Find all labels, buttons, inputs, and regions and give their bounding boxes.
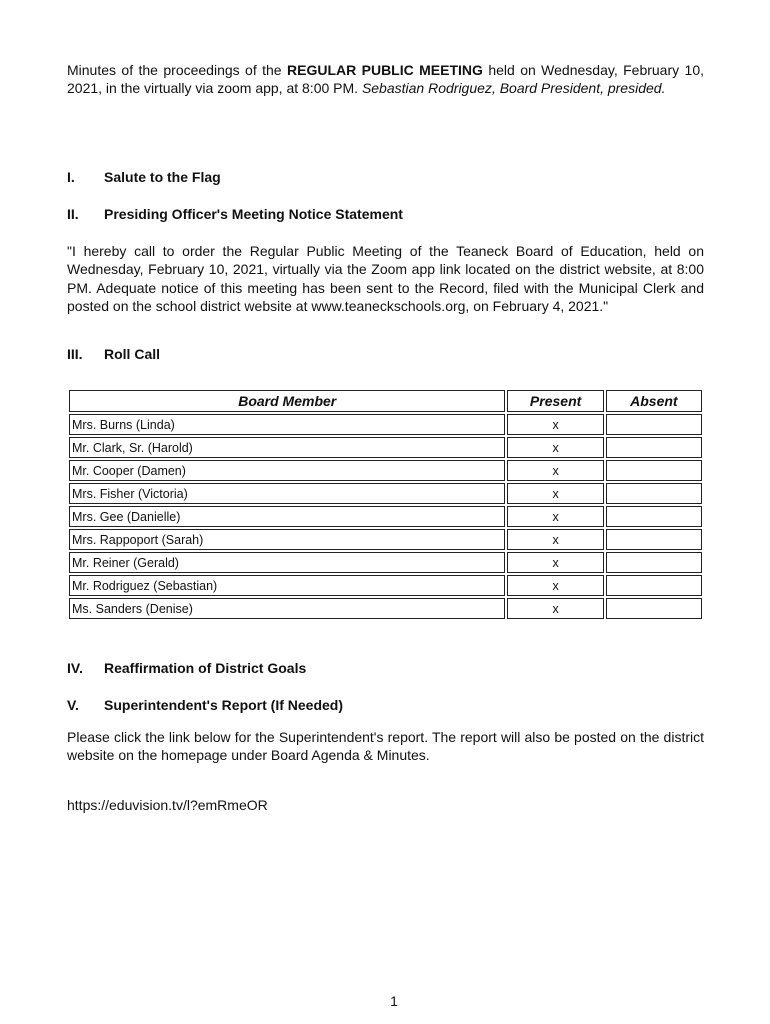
absent-mark (606, 529, 702, 550)
table-row (69, 529, 702, 550)
section-title: Roll Call (104, 346, 161, 362)
table-row (69, 575, 702, 596)
section-number: IV. (67, 660, 83, 676)
section-number: III. (67, 346, 83, 362)
present-mark: x (507, 506, 603, 527)
intro-paragraph (67, 61, 704, 98)
table-row (69, 437, 702, 458)
meeting-type: REGULAR PUBLIC MEETING (287, 62, 483, 78)
header-board-member: Board Member (69, 390, 505, 412)
absent-mark (606, 460, 702, 481)
table-header-row (69, 390, 702, 412)
section-heading-district-goals (67, 660, 306, 676)
member-name: Mrs. Rappoport (Sarah) (69, 529, 505, 550)
table-row (69, 483, 702, 504)
present-mark: x (507, 552, 603, 573)
table-row (69, 506, 702, 527)
member-name: Mr. Rodriguez (Sebastian) (69, 575, 505, 596)
section-heading-superintendent-report (67, 697, 343, 713)
section-title: Reaffirmation of District Goals (104, 660, 307, 676)
present-mark: x (507, 437, 603, 458)
table-row (69, 552, 702, 573)
member-name: Mr. Cooper (Damen) (69, 460, 505, 481)
member-name: Mr. Reiner (Gerald) (69, 552, 505, 573)
member-name: Mrs. Fisher (Victoria) (69, 483, 505, 504)
section-number: II. (67, 206, 79, 222)
intro-middle: held on Wednesday, February 10, 2021, in the virtually via zoom app, at 8:00 PM. (67, 62, 704, 97)
present-mark: x (507, 460, 603, 481)
section-title: Superintendent's Report (If Needed) (104, 697, 344, 713)
page-number: 1 (390, 993, 398, 1009)
header-absent: Absent (606, 390, 702, 412)
section-title: Salute to the Flag (104, 169, 221, 185)
section-heading-roll-call (67, 346, 160, 362)
present-mark: x (507, 483, 603, 504)
table-row (69, 414, 702, 435)
present-mark: x (507, 575, 603, 596)
member-name: Mrs. Burns (Linda) (69, 414, 505, 435)
member-name: Ms. Sanders (Denise) (69, 598, 505, 619)
absent-mark (606, 414, 702, 435)
present-mark: x (507, 414, 603, 435)
roll-call-table (67, 388, 704, 621)
table-row (69, 598, 702, 619)
absent-mark (606, 598, 702, 619)
section-heading-salute (67, 169, 221, 185)
member-name: Mr. Clark, Sr. (Harold) (69, 437, 505, 458)
absent-mark (606, 575, 702, 596)
intro-prefix: Minutes of the proceedings of the (67, 62, 287, 78)
present-mark: x (507, 598, 603, 619)
header-present: Present (507, 390, 603, 412)
section-heading-notice (67, 206, 403, 222)
table-row (69, 460, 702, 481)
section-number: I. (67, 169, 75, 185)
section-number: V. (67, 697, 79, 713)
report-link[interactable]: https://eduvision.tv/l?emRmeOR (67, 797, 268, 813)
absent-mark (606, 483, 702, 504)
notice-statement: "I hereby call to order the Regular Public Meeting of the Teaneck Board of Education, held on Wednesday, February 10, 2021, virtually via the Zoom app link located on the district website, at 8:00 PM. Adequate notice of this meeting has been sent to the Record, filed with the Municipal Clerk and posted on the school district website at www.teaneckschools.org, on February 4, 2021." (67, 243, 704, 315)
presider: Sebastian Rodriguez, Board President, presided. (361, 80, 666, 97)
present-mark: x (507, 529, 603, 550)
member-name: Mrs. Gee (Danielle) (69, 506, 505, 527)
absent-mark (606, 552, 702, 573)
section-title: Presiding Officer's Meeting Notice Statement (104, 206, 403, 222)
absent-mark (606, 506, 702, 527)
absent-mark (606, 437, 702, 458)
report-paragraph: Please click the link below for the Superintendent's report. The report will also be posted on the district website on the homepage under Board Agenda & Minutes. (67, 729, 704, 764)
